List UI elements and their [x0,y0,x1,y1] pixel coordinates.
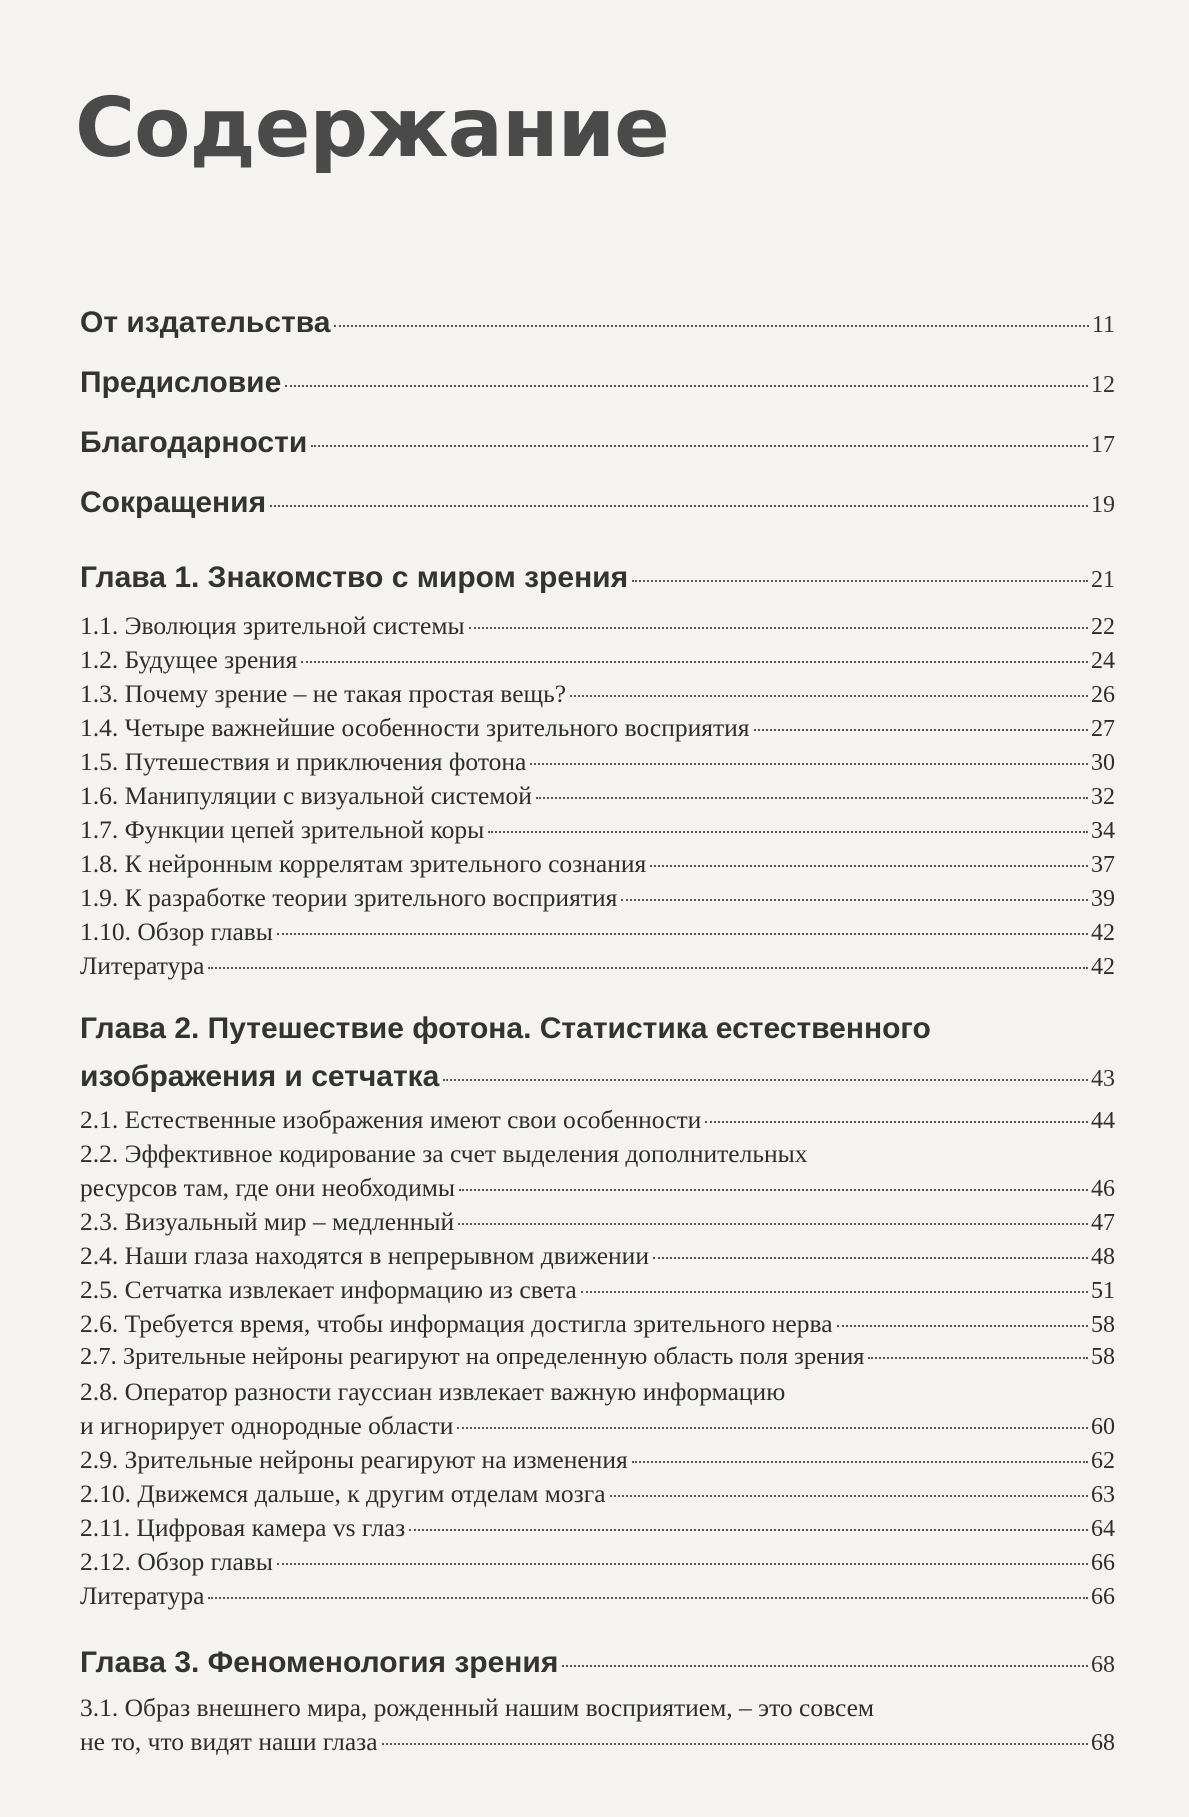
toc-section[interactable] [80,883,1115,913]
dot-leader [530,763,1088,765]
page-number: 58 [1091,1312,1115,1338]
page-number: 66 [1091,1584,1115,1610]
toc-section[interactable] [80,1445,1115,1475]
page-number: 19 [1091,492,1115,518]
toc-section[interactable] [80,1105,1115,1135]
page-title: Содержание [75,81,669,176]
section-title: 1.10. Обзор главы [80,917,273,946]
dot-leader [536,797,1088,799]
dot-leader [458,1223,1088,1225]
section-title: 2.1. Естественные изображения имеют свои особенности [80,1105,702,1134]
dot-leader [382,1743,1088,1745]
page-number: 12 [1091,372,1115,398]
toc-section[interactable] [80,1241,1115,1271]
section-title: не то, что видят наши глаза [80,1727,378,1756]
toc-section[interactable] [80,951,1115,981]
section-title: ресурсов там, где они необходимы [80,1173,456,1202]
section-title: 2.7. Зрительные нейроны реагируют на определенную область поля зрения [80,1343,865,1370]
page-number: 58 [1091,1344,1115,1370]
section-title: 1.8. К нейронным коррелятам зрительного сознания [80,849,647,878]
toc-chapter-2[interactable] [80,1060,1115,1094]
section-title-line1: 2.8. Оператор разности гауссиан извлекает важную информацию [80,1377,786,1406]
dot-leader [621,899,1088,901]
page-number: 66 [1091,1550,1115,1576]
page-number: 32 [1091,784,1115,810]
toc-chapter-3[interactable] [80,1646,1115,1680]
toc-section[interactable] [80,1275,1115,1305]
dot-leader [208,967,1088,969]
dot-leader [570,695,1088,697]
section-title-line1: 3.1. Образ внешнего мира, рожденный нашим восприятием, – это совсем [80,1693,875,1722]
page-number: 46 [1091,1176,1115,1202]
toc-section[interactable] [80,917,1115,947]
dot-leader [581,1291,1088,1293]
toc-section[interactable] [80,713,1115,743]
toc-entry-publisher[interactable] [80,306,1115,340]
page-number: 34 [1091,818,1115,844]
page-number: 27 [1091,716,1115,742]
toc-section[interactable] [80,1173,1115,1203]
section-title: Литература [80,951,205,980]
page-number: 68 [1091,1730,1115,1756]
toc-section[interactable] [80,1513,1115,1543]
toc-section[interactable] [80,645,1115,675]
toc-section[interactable] [80,679,1115,709]
section-title: 2.4. Наши глаза находятся в непрерывном движении [80,1241,649,1270]
toc-section[interactable] [80,1309,1115,1339]
dot-leader [868,1357,1088,1359]
dot-leader [562,1665,1088,1667]
page-number: 68 [1091,1652,1115,1678]
page-number: 26 [1091,682,1115,708]
section-title: 1.6. Манипуляции с визуальной системой [80,781,532,810]
dot-leader [837,1325,1088,1327]
dot-leader [301,661,1088,663]
page-number: 24 [1091,648,1115,674]
toc-chapter-1[interactable] [80,561,1115,595]
section-title: 1.5. Путешествия и приключения фотона [80,747,527,776]
section-title: 2.3. Визуальный мир – медленный [80,1207,455,1236]
section-title: 2.11. Цифровая камера vs глаз [80,1513,406,1542]
dot-leader [277,1563,1088,1565]
dot-leader [610,1495,1088,1497]
page-number: 62 [1091,1448,1115,1474]
dot-leader [208,1597,1088,1599]
toc-entry-label: Благодарности [80,426,308,459]
page-number: 60 [1091,1414,1115,1440]
chapter-title: Глава 3. Феноменология зрения [80,1646,559,1679]
toc-section[interactable] [80,849,1115,879]
page-number: 42 [1091,920,1115,946]
toc-entry-label: Сокращения [80,486,267,519]
dot-leader [277,933,1088,935]
dot-leader [632,1461,1088,1463]
section-title: 2.12. Обзор главы [80,1547,273,1576]
page-number: 39 [1091,886,1115,912]
page-number: 22 [1091,614,1115,640]
toc-entry-acknowledgements[interactable] [80,426,1115,460]
toc-section[interactable] [80,1479,1115,1509]
section-title: 2.6. Требуется время, чтобы информация достигла зрительного нерва [80,1309,833,1338]
section-title: 1.1. Эволюция зрительной системы [80,611,465,640]
dot-leader [270,505,1088,507]
toc-section[interactable] [80,611,1115,641]
section-title: 1.9. К разработке теории зрительного восприятия [80,883,618,912]
dot-leader [754,729,1088,731]
toc-entry-label: Предисловие [80,366,282,399]
dot-leader [488,831,1088,833]
dot-leader [469,627,1088,629]
dot-leader [443,1079,1088,1081]
dot-leader [705,1121,1088,1123]
section-title: 1.7. Функции цепей зрительной коры [80,815,485,844]
dot-leader [632,580,1088,582]
page-number: 51 [1091,1278,1115,1304]
page-number: 11 [1091,312,1115,338]
dot-leader [311,445,1088,447]
page-number: 42 [1091,954,1115,980]
toc-section[interactable] [80,815,1115,845]
toc-section[interactable] [80,1411,1115,1441]
dot-leader [334,325,1088,327]
page-number: 64 [1091,1516,1115,1542]
page-number: 21 [1091,567,1115,593]
toc-entry-abbreviations[interactable] [80,486,1115,520]
section-title: Литература [80,1581,205,1610]
page-number: 44 [1091,1108,1115,1134]
toc-section[interactable] [80,1207,1115,1237]
section-title: и игнорирует однородные области [80,1411,454,1440]
section-title: 2.9. Зрительные нейроны реагируют на изменения [80,1445,628,1474]
section-title: 1.2. Будущее зрения [80,645,298,674]
dot-leader [653,1257,1088,1259]
dot-leader [650,865,1088,867]
toc-section[interactable] [80,747,1115,777]
toc-section[interactable] [80,781,1115,811]
section-title-line1: 2.2. Эффективное кодирование за счет выделения дополнительных [80,1139,808,1168]
page-number: 37 [1091,852,1115,878]
dot-leader [457,1427,1088,1429]
toc-section[interactable] [80,1581,1115,1611]
page-number: 30 [1091,750,1115,776]
toc-entry-label: От издательства [80,306,331,339]
toc-entry-preface[interactable] [80,366,1115,400]
page-number: 47 [1091,1210,1115,1236]
page-number: 63 [1091,1482,1115,1508]
section-title: 2.10. Движемся дальше, к другим отделам мозга [80,1479,606,1508]
page-number: 17 [1091,432,1115,458]
page-number: 48 [1091,1244,1115,1270]
toc-section[interactable] [80,1727,1115,1757]
section-title: 1.4. Четыре важнейшие особенности зрительного восприятия [80,713,750,742]
section-title: 2.5. Сетчатка извлекает информацию из света [80,1275,577,1304]
toc-section[interactable] [80,1547,1115,1577]
dot-leader [459,1189,1088,1191]
section-title: 1.3. Почему зрение – не такая простая вещь? [80,679,567,708]
chapter-title: изображения и сетчатка [80,1060,440,1093]
dot-leader [285,385,1088,387]
toc-section[interactable] [80,1343,1115,1371]
chapter-title-line1: Глава 2. Путешествие фотона. Статистика естественного [80,1012,931,1045]
page-number: 43 [1091,1066,1115,1092]
chapter-title: Глава 1. Знакомство с миром зрения [80,561,629,594]
dot-leader [409,1529,1088,1531]
